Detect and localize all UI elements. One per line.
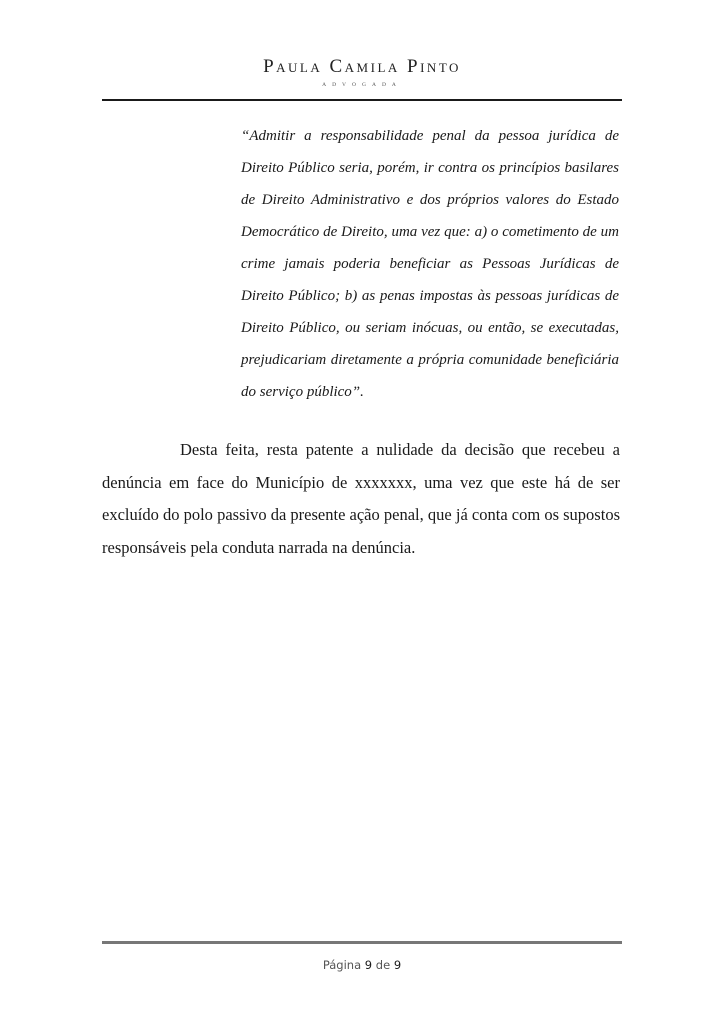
header-divider bbox=[102, 99, 622, 101]
block-quote: “Admitir a responsabilidade penal da pessoa jurídica de Direito Público seria, porém, ir contra os princípios basilares de Direito Administrativo e dos próprios valores do Estado Democrático de Direito, uma vez que: a) o cometimento de um crime jamais poderia beneficiar as Pessoas Jurídicas de Direito Público; b) as penas impostas às pessoas jurídicas de Direito Público, ou seriam inócuas, ou então, se executadas, prejudicariam diretamente a própria comunidade beneficiária do serviço público”. bbox=[241, 128, 619, 400]
letterhead-name: Paula Camila Pinto bbox=[263, 56, 461, 77]
of-label: de bbox=[375, 958, 391, 972]
page-label: Página bbox=[322, 958, 362, 972]
letterhead-subtitle: ADVOGADA bbox=[322, 82, 402, 88]
body-paragraph: Desta feita, resta patente a nulidade da decisão que recebeu a denúncia em face do Município de xxxxxxx, uma vez que este há de ser excluído do polo passivo da presente ação penal, que já conta com os supostos responsáveis pela conduta narrada na denúncia. bbox=[102, 440, 620, 557]
total-pages: 9 bbox=[393, 958, 402, 972]
page-footer bbox=[0, 958, 724, 972]
page-number: 9 bbox=[364, 958, 373, 972]
footer-divider bbox=[102, 941, 622, 944]
